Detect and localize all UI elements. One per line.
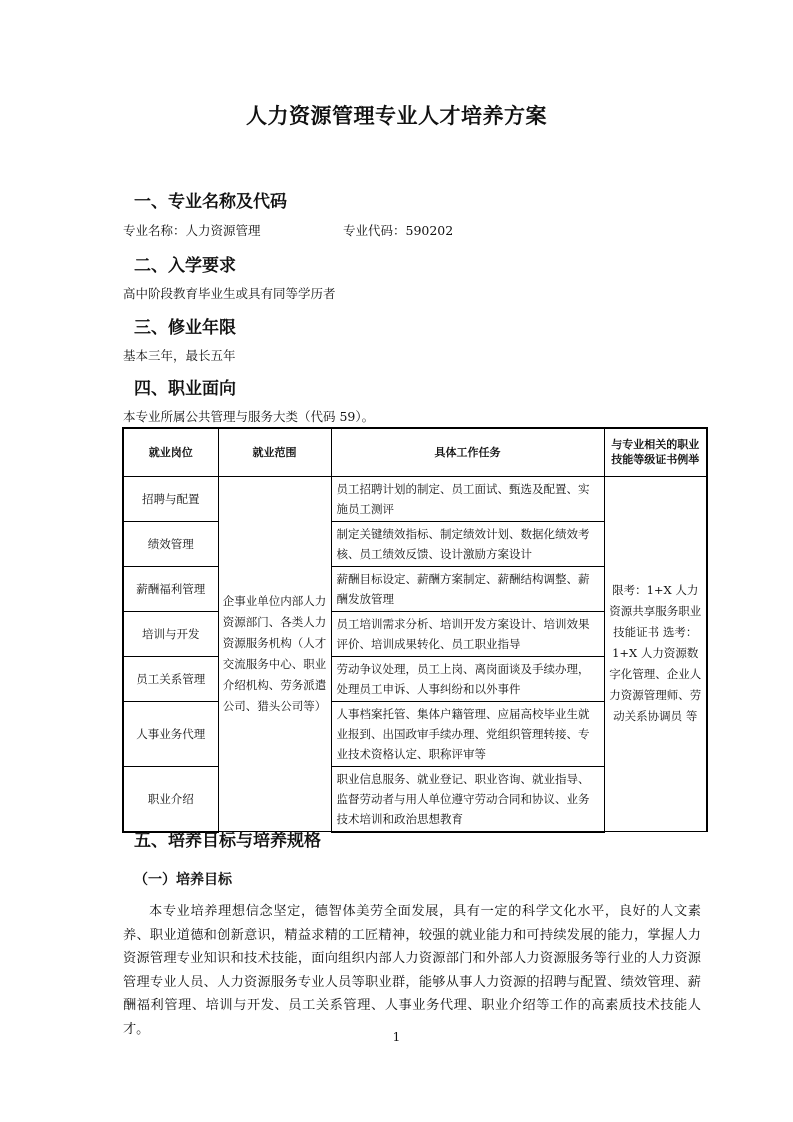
row-task: 劳动争议处理，员工上岗、离岗面谈及手续办理，处理员工申诉、人事纠纷和以外事件	[331, 656, 604, 701]
certificate-cell: 限考：1+X 人力资源共享服务职业技能证书 选考：1+X 人力资源数字化管理、企业人力资源管理师、劳动关系协调员 等	[604, 476, 707, 832]
header-task: 具体工作任务	[331, 428, 604, 476]
page-number: 1	[392, 1030, 401, 1044]
section-4-heading: 四、职业面向	[134, 379, 236, 399]
row-task: 员工培训需求分析、培训开发方案设计、培训效果评价、培训成果转化、员工职业指导	[331, 611, 604, 656]
section-5-heading: 五、培养目标与培养规格	[134, 831, 321, 851]
table-header-row	[123, 428, 707, 476]
employment-scope-cell: 企事业单位内部人力资源部门、各类人力资源服务机构（人才交流服务中心、职业介绍机构、劳务派遣公司、猎头公司等）	[218, 476, 331, 832]
row-task: 薪酬目标设定、薪酬方案制定、薪酬结构调整、薪酬发放管理	[331, 566, 604, 611]
header-certificate: 与专业相关的职业技能等级证书例举	[604, 428, 707, 476]
admission-text: 高中阶段教育毕业生或具有同等学历者	[123, 286, 336, 301]
row-task: 制定关键绩效指标、制定绩效计划、数据化绩效考核、员工绩效反馈、设计激励方案设计	[331, 521, 604, 566]
major-name: 专业名称：人力资源管理	[123, 223, 261, 238]
row-task: 人事档案托管、集体户籍管理、应届高校毕业生就业报到、出国政审手续办理、党组织管理转接、专业技术资格认定、职称评审等	[331, 701, 604, 766]
row-post: 人事业务代理	[123, 701, 218, 766]
header-scope: 就业范围	[218, 428, 331, 476]
row-post: 培训与开发	[123, 611, 218, 656]
table-row	[123, 476, 707, 521]
row-task: 员工招聘计划的制定、员工面试、甄选及配置、实施员工测评	[331, 476, 604, 521]
category-intro: 本专业所属公共管理与服务大类（代码 59）。	[123, 409, 375, 424]
row-task: 职业信息服务、就业登记、职业咨询、就业指导、监督劳动者与用人单位遵守劳动合同和协议、业务技术培训和政治思想教育	[331, 766, 604, 832]
row-post: 绩效管理	[123, 521, 218, 566]
training-goal-paragraph: 本专业培养理想信念坚定，德智体美劳全面发展，具有一定的科学文化水平，良好的人文素养、职业道德和创新意识，精益求精的工匠精神，较强的就业能力和可持续发展的能力，掌握人力资源管理专业知识和技术技能，面向组织内部人力资源部门和外部人力资源服务等行业的人力资源管理专业人员、人力资源服务专业人员等职业群，能够从事人力资源的招聘与配置、绩效管理、薪酬福利管理、培训与开发、员工关系管理、人事业务代理、职业介绍等工作的高素质技术技能人才。	[123, 904, 701, 1037]
major-code: 专业代码：590202	[343, 223, 454, 238]
row-post: 招聘与配置	[123, 476, 218, 521]
career-table	[122, 427, 708, 833]
header-post: 就业岗位	[123, 428, 218, 476]
duration-text: 基本三年，最长五年	[123, 348, 236, 363]
document-title: 人力资源管理专业人才培养方案	[246, 104, 547, 128]
section-1-heading: 一、专业名称及代码	[134, 192, 287, 212]
section-5-subheading: （一）培养目标	[134, 872, 232, 888]
section-3-heading: 三、修业年限	[134, 318, 236, 338]
row-post: 员工关系管理	[123, 656, 218, 701]
row-post: 薪酬福利管理	[123, 566, 218, 611]
section-2-heading: 二、入学要求	[134, 256, 236, 276]
row-post: 职业介绍	[123, 766, 218, 832]
